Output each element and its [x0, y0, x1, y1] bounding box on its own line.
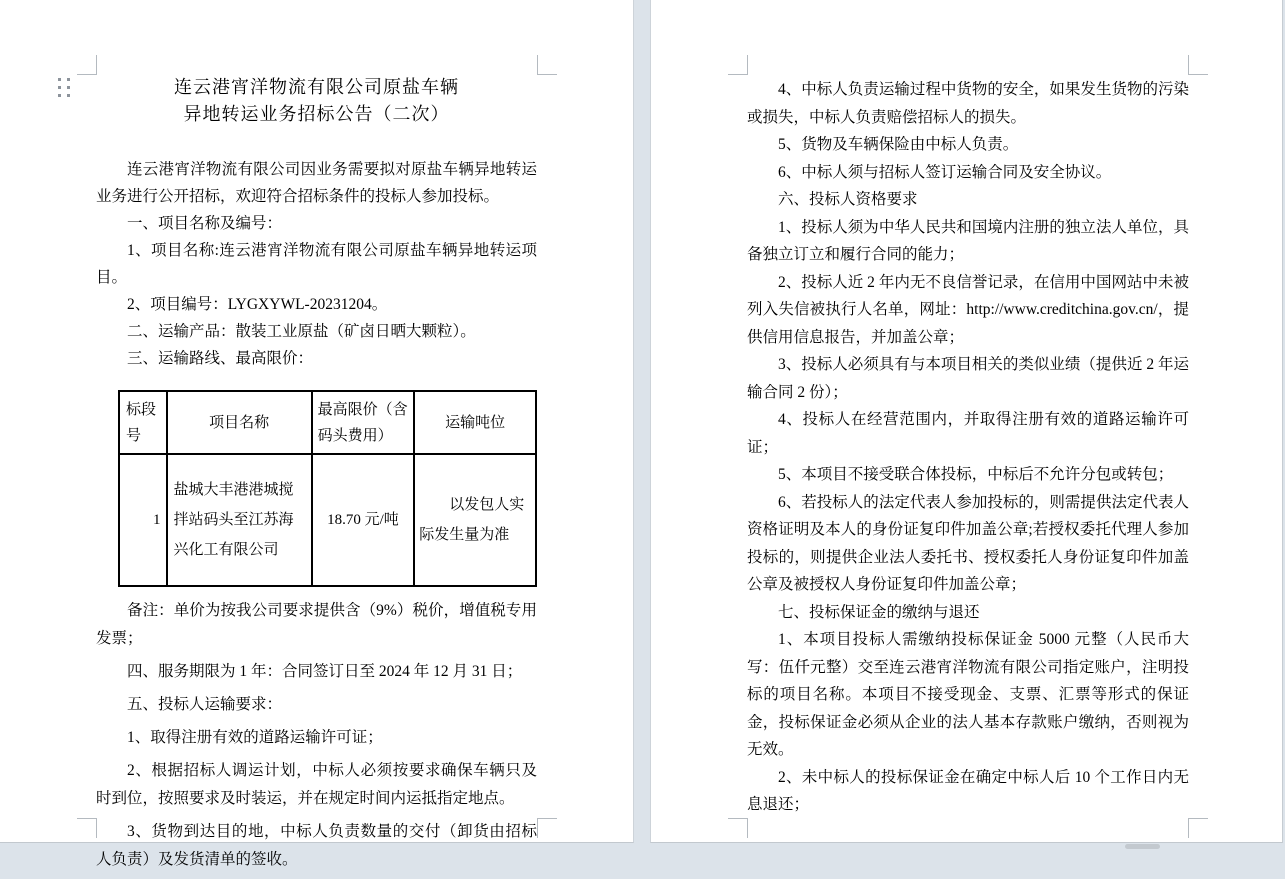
- cell-lot-number[interactable]: 1: [119, 454, 167, 586]
- margin-crop-mark-bottom-right: [1188, 818, 1208, 838]
- document-title-line-1: 连云港宵洋物流有限公司原盐车辆: [174, 77, 459, 97]
- document-page-2[interactable]: [650, 0, 1283, 843]
- margin-crop-mark-top-left: [77, 55, 97, 75]
- drag-dot: [67, 94, 70, 97]
- header-project-name[interactable]: 项目名称: [167, 391, 312, 454]
- paragraph-qualification-1[interactable]: 1、投标人须为中华人民共和国境内注册的独立法人单位，具备独立订立和履行合同的能力；: [747, 218, 1189, 263]
- paragraph-project-number[interactable]: 2、项目编号：LYGXYWL-20231204。: [127, 296, 388, 313]
- drag-handle-icon[interactable]: [58, 78, 70, 97]
- paragraph-transport-req-6[interactable]: 6、中标人须与招标人签订运输合同及安全协议。: [778, 163, 1112, 181]
- header-tonnage[interactable]: 运输吨位: [414, 391, 536, 454]
- table-header-row: [119, 391, 536, 454]
- drag-dot: [67, 86, 70, 89]
- cell-tonnage[interactable]: 以发包人实际发生量为准: [414, 454, 536, 586]
- margin-crop-mark-bottom-left: [728, 818, 748, 838]
- paragraph-section-1[interactable]: 一、项目名称及编号：: [127, 215, 283, 232]
- paragraph-transport-req-1[interactable]: 1、取得注册有效的道路运输许可证；: [127, 729, 383, 746]
- margin-crop-mark-bottom-right: [537, 818, 557, 838]
- paragraph-deposit-1[interactable]: 1、本项目投标人需缴纳投标保证金 5000 元整（人民币大写：伍仟元整）交至连云港宵洋物流有限公司指定账户，注明投标的项目名称。本项目不接受现金、支票、汇票等形式的保证金，投标保证金必须从企业的法人基本存款账户缴纳，否则视为无效。: [747, 631, 1189, 758]
- paragraph-qualification-5[interactable]: 5、本项目不接受联合体投标，中标后不允许分包或转包；: [778, 466, 1174, 483]
- drag-dot: [58, 94, 61, 97]
- paragraph-qualification-3[interactable]: 3、投标人必须具有与本项目相关的类似业绩（提供近 2 年运输合同 2 份）；: [747, 356, 1189, 401]
- title-spacer: [96, 128, 537, 156]
- paragraph-section-3[interactable]: 三、运输路线、最高限价：: [127, 350, 314, 367]
- paragraph-section-5[interactable]: 五、投标人运输要求：: [127, 696, 283, 713]
- paragraph-section-6[interactable]: 六、投标人资格要求: [778, 191, 918, 208]
- paragraph-qualification-2[interactable]: 2、投标人近 2 年内无不良信誉记录，在信用中国网站中未被列入失信被执行人名单，网址：http://www.creditchina.gov.cn/，提供信用信息报告，并加盖公章；: [747, 273, 1189, 346]
- header-lot-number[interactable]: 标段号: [119, 391, 167, 454]
- paragraph-section-7[interactable]: 七、投标保证金的缴纳与退还: [778, 603, 980, 621]
- paragraph-section-4[interactable]: 四、服务期限为 1 年：合同签订日至 2024 年 12 月 31 日；: [127, 663, 523, 680]
- paragraph-transport-req-4[interactable]: 4、中标人负责运输过程中货物的安全，如果发生货物的污染或损失，中标人负责赔偿招标人的损失。: [747, 81, 1189, 126]
- cell-max-price[interactable]: 18.70 元/吨: [312, 454, 415, 586]
- paragraph-deposit-2[interactable]: 2、未中标人的投标保证金在确定中标人后 10 个工作日内无息退还；: [747, 768, 1189, 813]
- paragraph-project-name[interactable]: 1、项目名称:连云港宵洋物流有限公司原盐车辆异地转运项目。: [96, 242, 537, 286]
- paragraph-qualification-6[interactable]: 6、若投标人的法定代表人参加投标的，则需提供法定代表人资格证明及本人的身份证复印件加盖公章;若授权委托代理人参加投标的，则提供企业法人委托书、授权委托人身份证复印件加盖公章及被授权人身份证复印件加盖公章；: [747, 493, 1189, 593]
- drag-dot: [58, 86, 61, 89]
- document-title-line-2: 异地转运业务招标公告（二次）: [183, 104, 450, 124]
- after-table-section: [96, 597, 537, 874]
- paragraph-transport-req-2[interactable]: 2、根据招标人调运计划，中标人必须按要求确保车辆只及时到位，按照要求及时装运，并在规定时间内运抵指定地点。: [96, 762, 537, 807]
- margin-crop-mark-bottom-left: [77, 818, 97, 838]
- paragraph-remark[interactable]: 备注：单价为按我公司要求提供含（9%）税价，增值税专用发票；: [96, 602, 537, 647]
- table-row: [119, 454, 536, 586]
- bid-lots-table: [118, 390, 537, 587]
- drag-dot: [67, 78, 70, 81]
- page-2-text-area[interactable]: [747, 76, 1189, 819]
- paragraph-transport-req-5[interactable]: 5、货物及车辆保险由中标人负责。: [778, 136, 1019, 153]
- page-1-text-area[interactable]: [96, 74, 537, 879]
- paragraph-section-2[interactable]: 二、运输产品：散装工业原盐（矿卤日晒大颗粒）。: [127, 323, 476, 340]
- margin-crop-mark-top-right: [1188, 55, 1208, 75]
- header-max-price[interactable]: 最高限价（含码头费用）: [312, 391, 415, 454]
- paragraph-qualification-4[interactable]: 4、投标人在经营范围内，并取得注册有效的道路运输许可证；: [747, 411, 1189, 456]
- cell-project-name[interactable]: 盐城大丰港港城搅拌站码头至江苏海兴化工有限公司: [167, 454, 312, 586]
- paragraph-transport-req-3[interactable]: 3、货物到达目的地，中标人负责数量的交付（卸货由招标人负责）及发货清单的签收。: [96, 823, 537, 868]
- drag-dot: [58, 78, 61, 81]
- document-page-1[interactable]: [0, 0, 634, 868]
- margin-crop-mark-top-right: [537, 55, 557, 75]
- paragraph-intro[interactable]: 连云港宵洋物流有限公司因业务需要拟对原盐车辆异地转运业务进行公开招标，欢迎符合招标条件的投标人参加投标。: [96, 161, 537, 205]
- horizontal-scrollbar-thumb[interactable]: [1125, 844, 1160, 849]
- margin-crop-mark-top-left: [728, 55, 748, 75]
